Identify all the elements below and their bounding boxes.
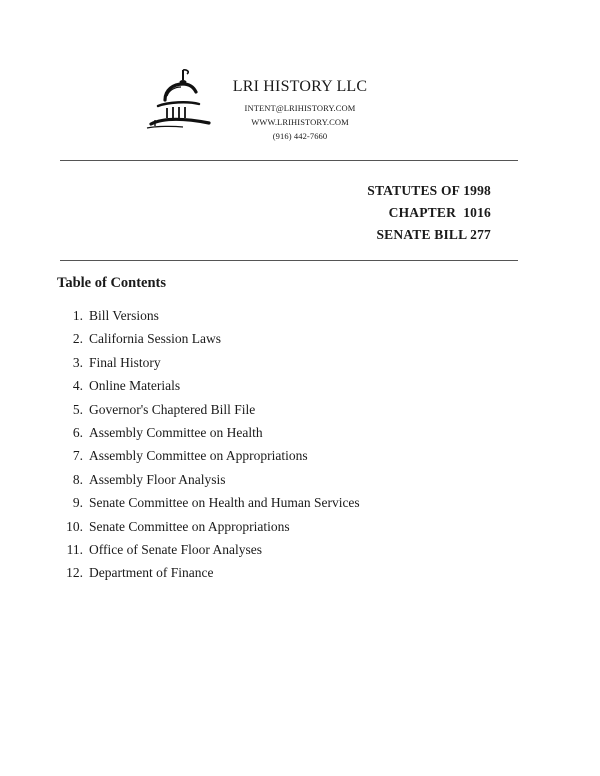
toc-item-number: 8. (72, 471, 83, 487)
bill-line: SENATE BILL 277 (376, 227, 491, 242)
toc-item (57, 493, 360, 516)
toc-title: Table of Contents (57, 275, 167, 291)
toc-item-label: Assembly Floor Analysis (89, 471, 226, 487)
company-phone: (916) 442-7660 (272, 131, 328, 141)
toc-item-label: Senate Committee on Health and Human Services (89, 495, 360, 511)
toc-item-label: Department of Finance (89, 565, 214, 581)
capitol-dome-icon (143, 66, 213, 138)
toc-item (57, 306, 360, 329)
toc-item (57, 400, 360, 423)
toc-item-number: 12. (66, 565, 83, 581)
toc-item-label: Bill Versions (89, 308, 159, 323)
company-email: INTENT@LRIHISTORY.COM (244, 103, 356, 113)
toc-item-number: 10. (66, 518, 83, 534)
toc-item (57, 446, 360, 469)
toc-item-label: Senate Committee on Appropriations (89, 518, 290, 534)
citation-divider (60, 260, 518, 261)
toc-item-number: 1. (72, 308, 83, 323)
company-name: LRI HISTORY LLC (232, 78, 368, 95)
chapter-line: CHAPTER 1016 (388, 205, 491, 220)
toc-item (57, 353, 360, 376)
toc-item (57, 470, 360, 493)
toc-item-number: 7. (72, 448, 83, 464)
toc-item-label: Assembly Committee on Appropriations (89, 448, 308, 464)
toc-item-label: Governor's Chaptered Bill File (89, 401, 256, 417)
toc-item-number: 4. (72, 378, 83, 394)
toc-item (57, 517, 360, 540)
toc-item-label: California Session Laws (89, 331, 221, 347)
toc-item (57, 376, 360, 399)
toc-item-label: Office of Senate Floor Analyses (89, 541, 262, 557)
toc-item (57, 329, 360, 352)
toc-item-number: 5. (72, 401, 83, 417)
citation-block (367, 180, 491, 246)
toc-item-number: 9. (72, 495, 83, 511)
toc-item-label: Assembly Committee on Health (89, 424, 263, 440)
toc-item-number: 3. (72, 354, 83, 370)
statutes-line: STATUTES OF 1998 (367, 183, 491, 198)
header-divider (60, 160, 518, 161)
toc-item-number: 11. (66, 541, 83, 557)
toc-item (57, 423, 360, 446)
company-info (215, 78, 385, 143)
toc-item-label: Online Materials (89, 378, 181, 394)
toc-item-number: 2. (72, 331, 83, 347)
toc-list (57, 306, 360, 587)
toc-item-number: 6. (72, 424, 83, 440)
toc-item (57, 540, 360, 563)
toc-item (57, 563, 360, 586)
toc-item-label: Final History (89, 354, 161, 370)
company-website: WWW.LRIHISTORY.COM (251, 117, 349, 127)
